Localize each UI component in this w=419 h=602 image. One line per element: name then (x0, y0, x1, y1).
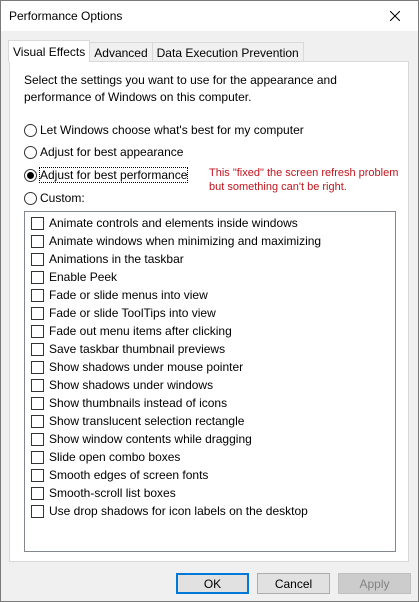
effects-list[interactable] (24, 211, 396, 552)
annotation-line: but something can't be right. (209, 181, 347, 193)
list-item[interactable] (31, 269, 117, 285)
annotation-note (209, 166, 409, 194)
radio-button[interactable] (24, 192, 37, 205)
list-item-label: Show shadows under mouse pointer (49, 360, 244, 374)
cancel-button[interactable]: Cancel (257, 573, 330, 594)
list-item[interactable] (31, 485, 176, 501)
list-item[interactable] (31, 341, 225, 357)
radio-button[interactable] (24, 124, 37, 137)
checkbox[interactable] (31, 235, 44, 248)
checkbox[interactable] (31, 271, 44, 284)
checkbox[interactable] (31, 217, 44, 230)
radio-let-windows-choose[interactable] (24, 122, 304, 138)
list-item-label: Fade out menu items after clicking (49, 324, 232, 338)
list-item[interactable] (31, 449, 180, 465)
description-text: Select the settings you want to use for the appearance and performance of Windows on this computer. (24, 73, 337, 104)
list-item[interactable] (31, 377, 213, 393)
tab-data-execution-prevention[interactable]: Data Execution Prevention (152, 42, 304, 62)
checkbox[interactable] (31, 469, 44, 482)
close-button[interactable] (372, 1, 418, 31)
list-item-label: Show thumbnails instead of icons (49, 396, 228, 410)
checkbox[interactable] (31, 361, 44, 374)
list-item-label: Animations in the taskbar (49, 252, 184, 266)
list-item[interactable] (31, 251, 184, 267)
checkbox[interactable] (31, 379, 44, 392)
checkbox[interactable] (31, 343, 44, 356)
checkbox[interactable] (31, 415, 44, 428)
checkbox[interactable] (31, 433, 44, 446)
list-item[interactable] (31, 467, 208, 483)
list-item[interactable] (31, 233, 321, 249)
close-icon (390, 11, 400, 21)
radio-label: Adjust for best appearance (40, 145, 184, 159)
radio-label: Adjust for best performance (40, 168, 188, 182)
list-item-label: Use drop shadows for icon labels on the desktop (49, 504, 308, 518)
list-item-label: Smooth edges of screen fonts (49, 468, 209, 482)
radio-button-checked[interactable] (24, 169, 37, 182)
checkbox[interactable] (31, 253, 44, 266)
list-item-label: Save taskbar thumbnail previews (49, 342, 226, 356)
radio-best-appearance[interactable] (24, 144, 183, 160)
visual-effects-panel (9, 61, 409, 562)
list-item[interactable] (31, 323, 232, 339)
title-bar[interactable] (1, 1, 418, 31)
list-item[interactable] (31, 287, 208, 303)
radio-button[interactable] (24, 146, 37, 159)
radio-custom[interactable] (24, 190, 85, 206)
annotation-line: This "fixed" the screen refresh problem (209, 167, 399, 179)
checkbox[interactable] (31, 289, 44, 302)
list-item[interactable] (31, 305, 216, 321)
radio-best-performance[interactable] (24, 167, 187, 183)
list-item-label: Enable Peek (49, 270, 118, 284)
checkbox[interactable] (31, 307, 44, 320)
list-item-label: Slide open combo boxes (49, 450, 181, 464)
checkbox[interactable] (31, 325, 44, 338)
window-title: Performance Options (9, 9, 123, 23)
list-item-label: Animate controls and elements inside windows (49, 216, 298, 230)
list-item[interactable] (31, 413, 244, 429)
checkbox[interactable] (31, 397, 44, 410)
list-item-label: Smooth-scroll list boxes (49, 486, 176, 500)
radio-label: Let Windows choose what's best for my computer (40, 123, 304, 137)
list-item-label: Animate windows when minimizing and maximizing (49, 234, 322, 248)
list-item[interactable] (31, 395, 227, 411)
list-item[interactable] (31, 431, 252, 447)
checkbox[interactable] (31, 505, 44, 518)
tab-visual-effects[interactable]: Visual Effects (8, 40, 90, 62)
list-item[interactable] (31, 503, 308, 519)
ok-button[interactable]: OK (176, 573, 249, 594)
checkbox[interactable] (31, 451, 44, 464)
list-item[interactable] (31, 359, 243, 375)
list-item-label: Fade or slide ToolTips into view (49, 306, 216, 320)
list-item-label: Show translucent selection rectangle (49, 414, 245, 428)
radio-label: Custom: (40, 191, 85, 205)
tab-strip (9, 40, 304, 62)
tab-advanced[interactable]: Advanced (89, 42, 152, 62)
list-item-label: Show window contents while dragging (49, 432, 252, 446)
checkbox[interactable] (31, 487, 44, 500)
list-item[interactable] (31, 215, 298, 231)
list-item-label: Fade or slide menus into view (49, 288, 208, 302)
list-item-label: Show shadows under windows (49, 378, 214, 392)
apply-button[interactable]: Apply (338, 573, 411, 594)
